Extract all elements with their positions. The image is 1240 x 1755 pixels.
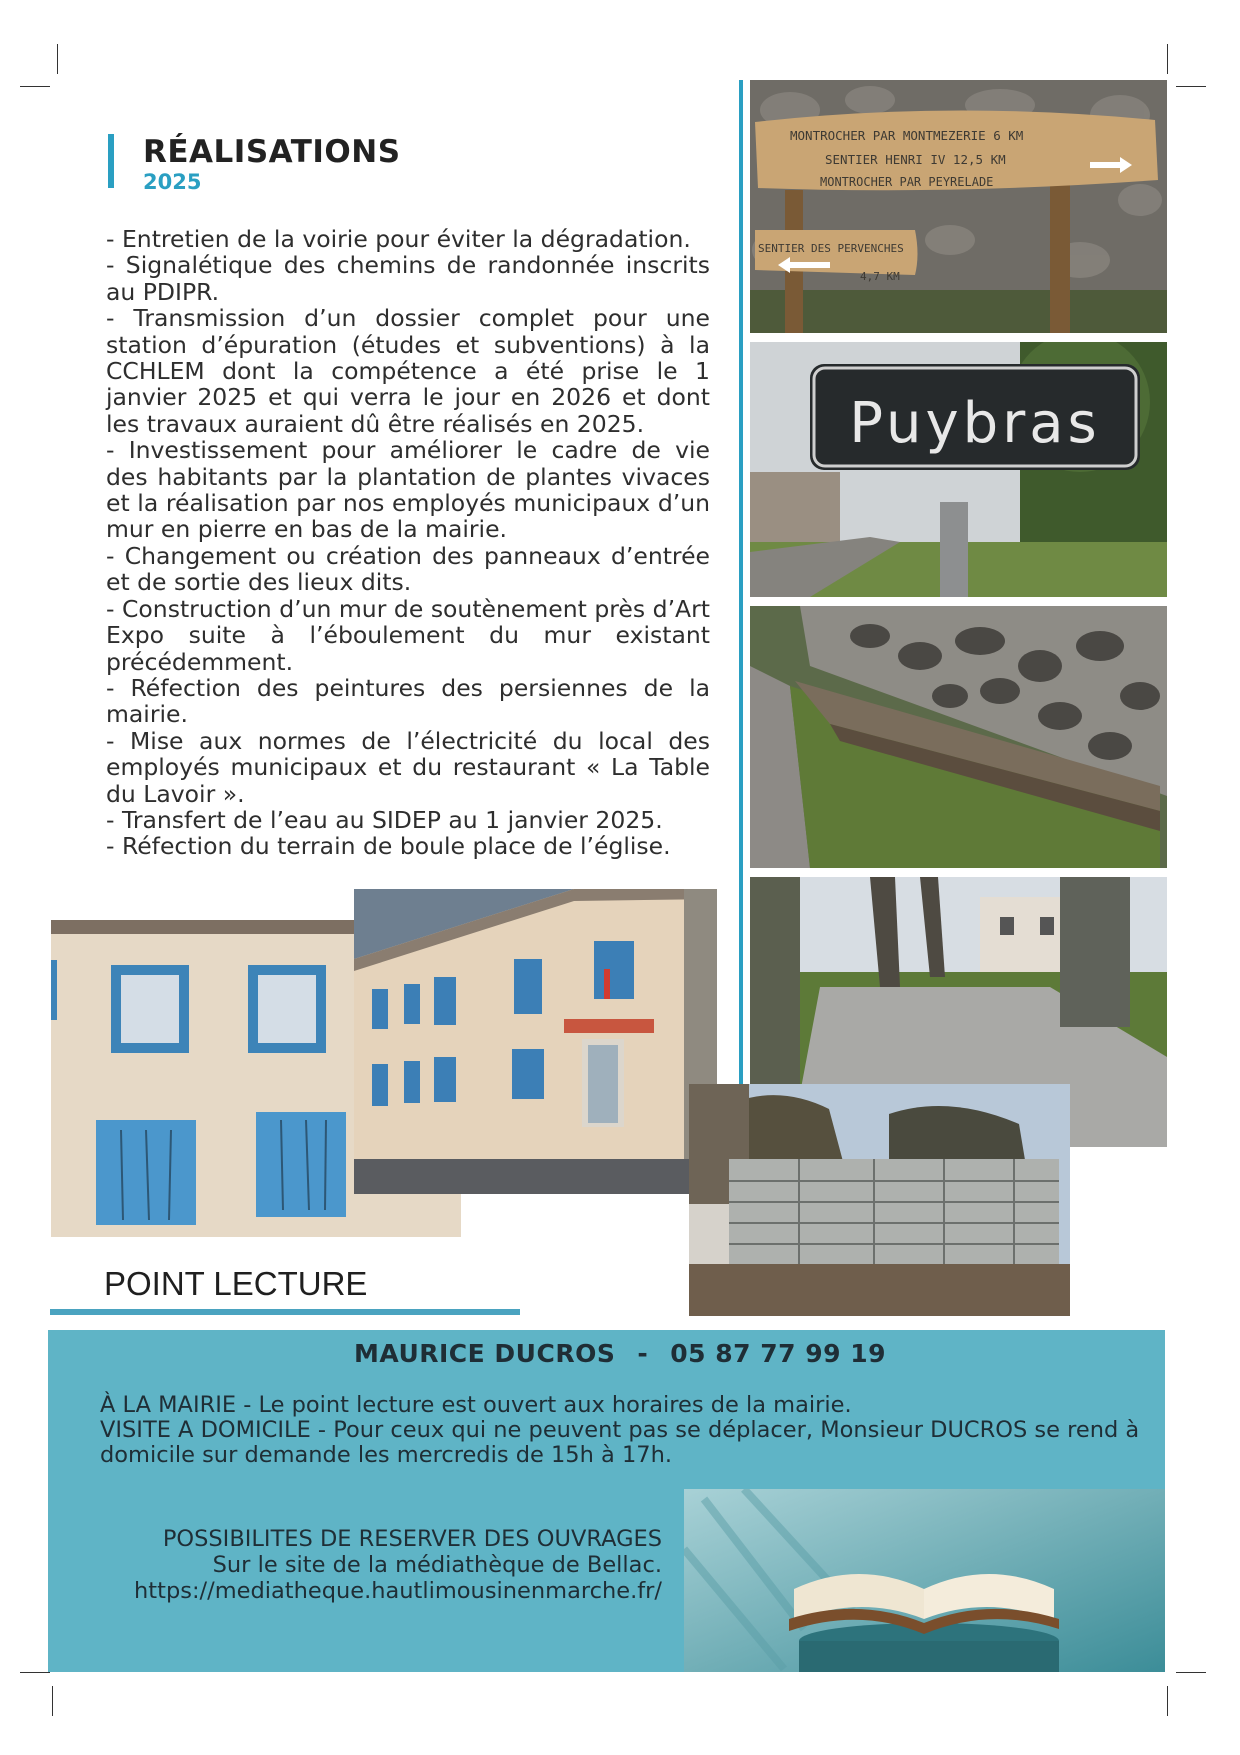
crop-mark: [1176, 1672, 1206, 1673]
crop-mark: [52, 1686, 53, 1716]
realisation-item: - Changement ou création des panneaux d’entrée et de sortie des lieux dits.: [106, 541, 710, 597]
signpost-line: MONTROCHER PAR MONTMEZERIE 6 KM: [790, 128, 1024, 143]
realisation-item: - Construction d’un mur de soutènement près d’Art Expo suite à l’éboulement du mur existant précédemment.: [106, 594, 710, 676]
section-year: 2025: [143, 170, 202, 194]
reserve-info: [100, 1526, 662, 1604]
contact-phone: 05 87 77 99 19: [670, 1339, 886, 1368]
realisations-list: [106, 226, 710, 860]
realisation-item: - Transfert de l’eau au SIDEP au 1 janvier 2025.: [106, 805, 663, 834]
signpost-line: SENTIER HENRI IV 12,5 KM: [825, 152, 1006, 167]
place-sign-text: Puybras: [849, 391, 1101, 456]
crop-mark: [20, 1672, 50, 1673]
crop-mark: [1176, 86, 1206, 87]
mairie-hours-line: À LA MAIRIE - Le point lecture est ouvert aux horaires de la mairie.: [100, 1392, 852, 1418]
point-lecture-title: POINT LECTURE: [104, 1265, 368, 1302]
photo-town-hall: [354, 889, 717, 1194]
point-lecture-info: [100, 1393, 1150, 1468]
realisation-item: - Transmission d’un dossier complet pour une station d’épuration (études et subventions) à la CCHLEM dont la compétence a été prise le 1 janvier 2025 et qui verra le jour en 2026 et dont les travaux auraient dû être réalisés en 2025.: [106, 304, 710, 438]
signpost-line: 4,7 KM: [860, 270, 900, 283]
contact-name: MAURICE DUCROS: [353, 1339, 616, 1368]
home-visit-line: VISITE A DOMICILE - Pour ceux qui ne peuvent pas se déplacer, Monsieur DUCROS se rend à domicile sur demande les mercredis de 15h à 17h.: [100, 1417, 1140, 1468]
photo-stone-wall-planter: [750, 606, 1167, 868]
crop-mark: [20, 86, 50, 87]
photo-retaining-wall: [689, 1084, 1070, 1316]
crop-mark: [57, 44, 58, 74]
signpost-line: SENTIER DES PERVENCHES: [758, 242, 904, 255]
section-title: RÉALISATIONS: [143, 134, 401, 170]
column-divider: [739, 80, 743, 1085]
realisation-item: - Réfection des peintures des persiennes de la mairie.: [106, 673, 710, 729]
realisation-item: - Signalétique des chemins de randonnée inscrits au PDIPR.: [106, 251, 710, 306]
contact-line: [0, 1339, 1240, 1368]
reserve-site: Sur le site de la médiathèque de Bellac.: [212, 1552, 662, 1578]
realisation-item: - Mise aux normes de l’électricité du local des employés municipaux et du restaurant « La Table du Lavoir ».: [106, 726, 710, 808]
crop-mark: [1167, 44, 1168, 74]
signpost-line: MONTROCHER PAR PEYRELADE: [820, 175, 994, 189]
realisation-item: - Investissement pour améliorer le cadre de vie des habitants par la plantation de plantes vivaces et la réalisation par nos employés municipaux d’un mur en pierre en bas de la mairie.: [106, 436, 710, 544]
contact-separator: -: [637, 1339, 649, 1368]
photo-hiking-signpost: [750, 80, 1167, 333]
realisation-item: - Réfection du terrain de boule place de l’église.: [106, 832, 671, 861]
photo-open-book: [684, 1489, 1165, 1672]
photo-puybras-sign: [750, 342, 1167, 597]
crop-mark: [1167, 1686, 1168, 1716]
reserve-url[interactable]: https://mediatheque.hautlimousinenmarche.fr/: [134, 1578, 662, 1604]
reserve-title: POSSIBILITES DE RESERVER DES OUVRAGES: [162, 1526, 662, 1552]
point-lecture-underline: [50, 1309, 520, 1315]
realisation-item: - Entretien de la voirie pour éviter la dégradation.: [106, 225, 691, 253]
title-accent-bar: [108, 134, 114, 188]
